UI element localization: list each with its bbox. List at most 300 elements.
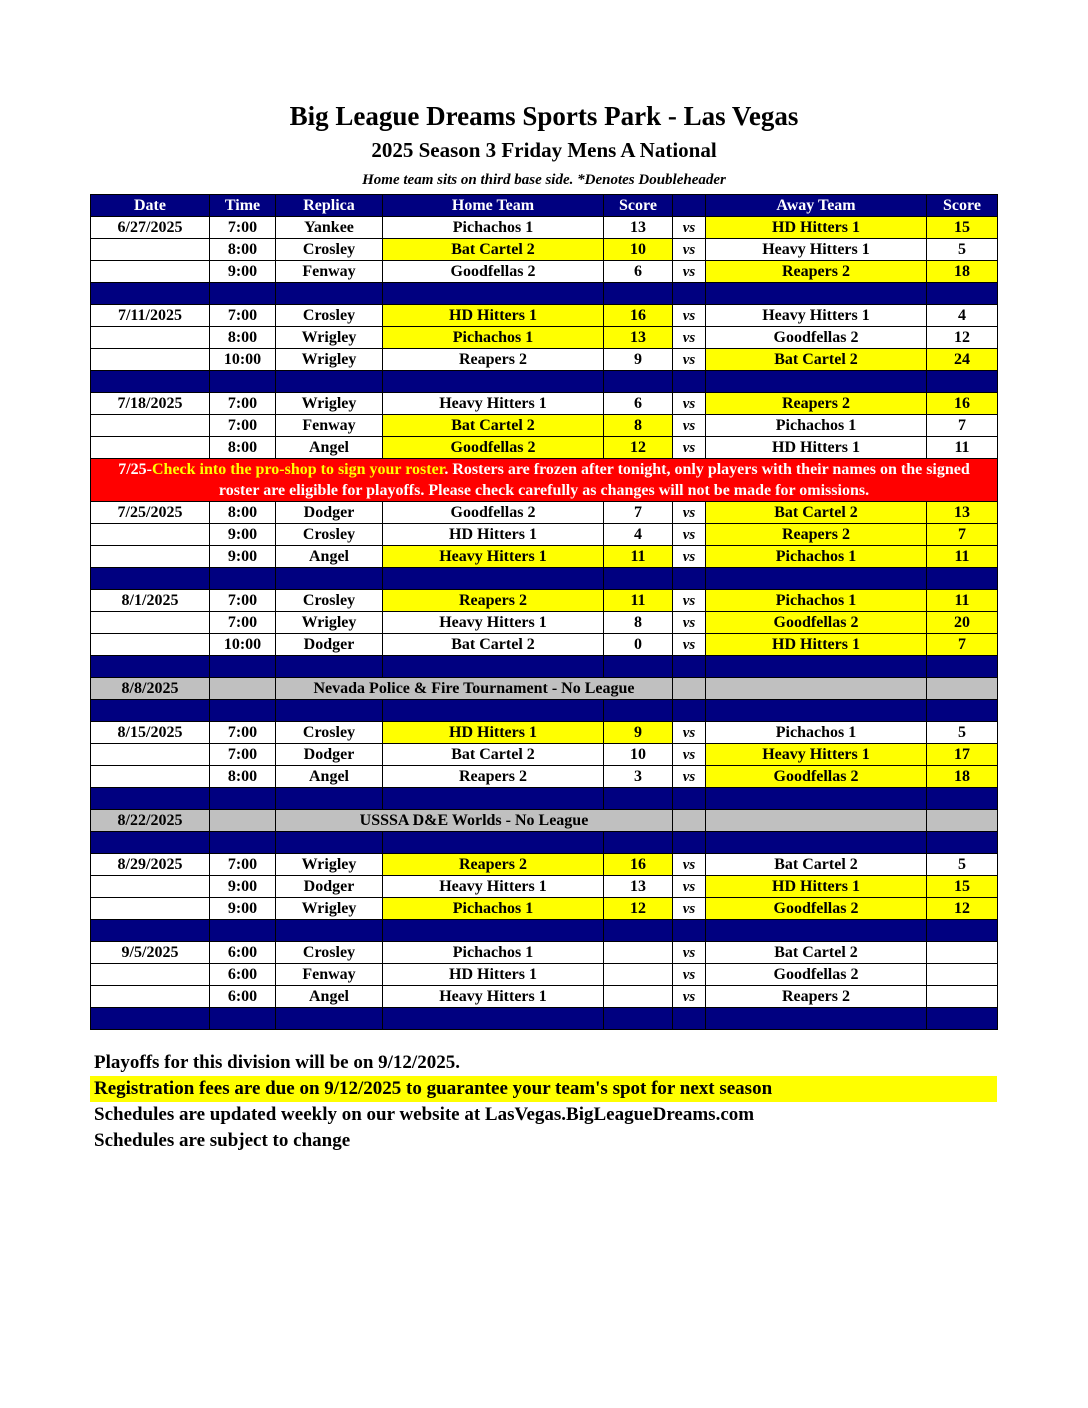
away-score: 5	[927, 239, 998, 261]
versus-label: vs	[673, 964, 706, 986]
game-time: 7:00	[210, 612, 276, 634]
game-time: 6:00	[210, 942, 276, 964]
game-replica: Dodger	[276, 502, 383, 524]
away-score: 12	[927, 898, 998, 920]
game-time: 8:00	[210, 766, 276, 788]
away-team: HD Hitters 1	[706, 217, 927, 239]
spacer-cell	[927, 283, 998, 305]
home-team: HD Hitters 1	[383, 305, 604, 327]
away-score	[927, 986, 998, 1008]
game-time: 7:00	[210, 722, 276, 744]
empty-cell	[210, 810, 276, 832]
home-team: Heavy Hitters 1	[383, 546, 604, 568]
game-date	[91, 261, 210, 283]
col-header-away-team: Away Team	[706, 195, 927, 217]
away-team: Bat Cartel 2	[706, 942, 927, 964]
game-replica: Crosley	[276, 942, 383, 964]
away-team: Bat Cartel 2	[706, 854, 927, 876]
versus-label: vs	[673, 898, 706, 920]
no-league-row	[91, 810, 998, 832]
game-row	[91, 590, 998, 612]
home-score: 7	[604, 502, 673, 524]
game-replica: Wrigley	[276, 898, 383, 920]
spacer-row	[91, 371, 998, 393]
away-team: Heavy Hitters 1	[706, 239, 927, 261]
spacer-cell	[210, 656, 276, 678]
spacer-cell	[927, 1008, 998, 1030]
away-team: Pichachos 1	[706, 546, 927, 568]
spacer-cell	[276, 371, 383, 393]
away-team: Pichachos 1	[706, 590, 927, 612]
game-replica: Fenway	[276, 415, 383, 437]
away-team: HD Hitters 1	[706, 876, 927, 898]
game-row	[91, 634, 998, 656]
game-date	[91, 437, 210, 459]
col-header-time: Time	[210, 195, 276, 217]
away-team: Bat Cartel 2	[706, 349, 927, 371]
home-score: 0	[604, 634, 673, 656]
game-row	[91, 722, 998, 744]
home-team: Heavy Hitters 1	[383, 986, 604, 1008]
away-team: Reapers 2	[706, 524, 927, 546]
spacer-cell	[673, 656, 706, 678]
spacer-cell	[673, 283, 706, 305]
away-team: Goodfellas 2	[706, 766, 927, 788]
spacer-row	[91, 920, 998, 942]
game-replica: Crosley	[276, 239, 383, 261]
col-header-date: Date	[91, 195, 210, 217]
game-date	[91, 239, 210, 261]
home-score: 9	[604, 349, 673, 371]
spacer-cell	[210, 920, 276, 942]
spacer-cell	[604, 371, 673, 393]
spacer-cell	[276, 656, 383, 678]
home-team: Heavy Hitters 1	[383, 876, 604, 898]
game-date: 8/8/2025	[91, 678, 210, 700]
versus-label: vs	[673, 349, 706, 371]
empty-cell	[673, 678, 706, 700]
notice-text: . Rosters are frozen after tonight, only players with their names on the signed roster are eligible for playoffs. Please check carefully as changes will not be made for omissions.	[218, 461, 970, 499]
away-score	[927, 964, 998, 986]
away-score	[927, 942, 998, 964]
spacer-cell	[210, 700, 276, 722]
game-replica: Yankee	[276, 217, 383, 239]
versus-label: vs	[673, 722, 706, 744]
home-team: Pichachos 1	[383, 327, 604, 349]
spacer-cell	[927, 656, 998, 678]
spacer-cell	[927, 700, 998, 722]
game-replica: Fenway	[276, 964, 383, 986]
away-score: 4	[927, 305, 998, 327]
game-row	[91, 437, 998, 459]
spacer-cell	[276, 700, 383, 722]
col-header-away-score: Score	[927, 195, 998, 217]
spacer-cell	[276, 920, 383, 942]
away-score: 16	[927, 393, 998, 415]
versus-label: vs	[673, 766, 706, 788]
home-team: Bat Cartel 2	[383, 239, 604, 261]
spacer-cell	[706, 371, 927, 393]
away-team: Pichachos 1	[706, 415, 927, 437]
game-replica: Wrigley	[276, 393, 383, 415]
away-team: Reapers 2	[706, 261, 927, 283]
col-header-replica: Replica	[276, 195, 383, 217]
game-date: 6/27/2025	[91, 217, 210, 239]
versus-label: vs	[673, 261, 706, 283]
empty-cell	[706, 678, 927, 700]
spacer-row	[91, 700, 998, 722]
home-team: Reapers 2	[383, 766, 604, 788]
game-date: 7/11/2025	[91, 305, 210, 327]
spacer-cell	[706, 700, 927, 722]
game-row	[91, 524, 998, 546]
game-date	[91, 524, 210, 546]
game-time: 6:00	[210, 986, 276, 1008]
game-time: 9:00	[210, 898, 276, 920]
game-replica: Angel	[276, 437, 383, 459]
home-score: 6	[604, 261, 673, 283]
game-row	[91, 327, 998, 349]
game-row	[91, 766, 998, 788]
home-team: Bat Cartel 2	[383, 415, 604, 437]
game-row	[91, 986, 998, 1008]
no-league-text: Nevada Police & Fire Tournament - No League	[276, 678, 673, 700]
home-team: Pichachos 1	[383, 217, 604, 239]
website-note: Schedules are updated weekly on our website at LasVegas.BigLeagueDreams.com	[94, 1104, 755, 1125]
game-replica: Dodger	[276, 876, 383, 898]
home-score: 12	[604, 898, 673, 920]
home-score: 11	[604, 546, 673, 568]
game-time: 7:00	[210, 744, 276, 766]
spacer-cell	[210, 832, 276, 854]
game-row	[91, 942, 998, 964]
spacer-cell	[210, 568, 276, 590]
spacer-cell	[706, 920, 927, 942]
home-team: Bat Cartel 2	[383, 634, 604, 656]
versus-label: vs	[673, 590, 706, 612]
home-score: 16	[604, 854, 673, 876]
registration-note: Registration fees are due on 9/12/2025 to guarantee your team's spot for next season	[90, 1076, 997, 1102]
spacer-cell	[706, 283, 927, 305]
versus-label: vs	[673, 393, 706, 415]
game-time: 8:00	[210, 502, 276, 524]
schedule-note: Home team sits on third base side. *Denotes Doubleheader	[362, 172, 726, 188]
game-date	[91, 986, 210, 1008]
versus-label: vs	[673, 502, 706, 524]
home-team: HD Hitters 1	[383, 964, 604, 986]
spacer-cell	[927, 371, 998, 393]
away-team: HD Hitters 1	[706, 437, 927, 459]
spacer-cell	[927, 568, 998, 590]
spacer-cell	[673, 788, 706, 810]
away-score: 11	[927, 437, 998, 459]
game-time: 7:00	[210, 305, 276, 327]
game-replica: Angel	[276, 986, 383, 1008]
away-score: 11	[927, 590, 998, 612]
roster-notice-row	[91, 459, 998, 502]
away-score: 12	[927, 327, 998, 349]
away-team: Goodfellas 2	[706, 898, 927, 920]
game-replica: Wrigley	[276, 854, 383, 876]
game-time: 10:00	[210, 349, 276, 371]
away-team: Pichachos 1	[706, 722, 927, 744]
game-row	[91, 964, 998, 986]
game-time: 9:00	[210, 524, 276, 546]
game-row	[91, 854, 998, 876]
away-score: 15	[927, 217, 998, 239]
page-subtitle: 2025 Season 3 Friday Mens A National	[371, 138, 717, 162]
spacer-cell	[383, 700, 604, 722]
empty-cell	[210, 678, 276, 700]
game-time: 7:00	[210, 217, 276, 239]
versus-label: vs	[673, 744, 706, 766]
away-score: 17	[927, 744, 998, 766]
game-date: 8/15/2025	[91, 722, 210, 744]
game-time: 9:00	[210, 546, 276, 568]
spacer-row	[91, 832, 998, 854]
versus-label: vs	[673, 986, 706, 1008]
spacer-cell	[604, 832, 673, 854]
game-date: 8/22/2025	[91, 810, 210, 832]
away-score: 18	[927, 261, 998, 283]
spacer-cell	[210, 283, 276, 305]
game-time: 8:00	[210, 239, 276, 261]
home-score: 11	[604, 590, 673, 612]
game-date	[91, 744, 210, 766]
home-team: Heavy Hitters 1	[383, 612, 604, 634]
home-score	[604, 986, 673, 1008]
spacer-cell	[91, 700, 210, 722]
spacer-cell	[383, 788, 604, 810]
game-replica: Angel	[276, 766, 383, 788]
game-date	[91, 546, 210, 568]
col-header-home-team: Home Team	[383, 195, 604, 217]
away-team: Goodfellas 2	[706, 612, 927, 634]
home-team: Goodfellas 2	[383, 502, 604, 524]
home-team: Reapers 2	[383, 854, 604, 876]
page-title: Big League Dreams Sports Park - Las Vegas	[289, 101, 799, 131]
versus-label: vs	[673, 415, 706, 437]
game-row	[91, 898, 998, 920]
spacer-row	[91, 1008, 998, 1030]
spacer-cell	[276, 788, 383, 810]
away-score: 11	[927, 546, 998, 568]
spacer-cell	[927, 788, 998, 810]
away-score: 13	[927, 502, 998, 524]
spacer-cell	[604, 568, 673, 590]
empty-cell	[706, 810, 927, 832]
home-score: 12	[604, 437, 673, 459]
spacer-cell	[383, 832, 604, 854]
home-team: Pichachos 1	[383, 898, 604, 920]
game-row	[91, 415, 998, 437]
spacer-cell	[604, 656, 673, 678]
game-row	[91, 876, 998, 898]
spacer-cell	[604, 1008, 673, 1030]
spacer-row	[91, 788, 998, 810]
home-team: Reapers 2	[383, 590, 604, 612]
notice-date: 7/25-	[118, 461, 152, 478]
game-time: 8:00	[210, 437, 276, 459]
versus-label: vs	[673, 942, 706, 964]
game-replica: Wrigley	[276, 327, 383, 349]
spacer-cell	[673, 371, 706, 393]
home-team: Bat Cartel 2	[383, 744, 604, 766]
home-score	[604, 964, 673, 986]
versus-label: vs	[673, 634, 706, 656]
away-team: Reapers 2	[706, 393, 927, 415]
empty-cell	[927, 678, 998, 700]
game-date	[91, 876, 210, 898]
game-time: 7:00	[210, 854, 276, 876]
game-row	[91, 744, 998, 766]
game-time: 6:00	[210, 964, 276, 986]
away-score: 5	[927, 722, 998, 744]
versus-label: vs	[673, 239, 706, 261]
away-team: HD Hitters 1	[706, 634, 927, 656]
game-replica: Crosley	[276, 590, 383, 612]
no-league-row	[91, 678, 998, 700]
spacer-cell	[91, 920, 210, 942]
versus-label: vs	[673, 612, 706, 634]
game-replica: Wrigley	[276, 349, 383, 371]
spacer-cell	[276, 568, 383, 590]
game-replica: Crosley	[276, 305, 383, 327]
home-score: 8	[604, 612, 673, 634]
game-row	[91, 261, 998, 283]
spacer-cell	[210, 371, 276, 393]
home-score: 10	[604, 239, 673, 261]
versus-label: vs	[673, 524, 706, 546]
home-score: 3	[604, 766, 673, 788]
spacer-cell	[276, 283, 383, 305]
spacer-cell	[276, 832, 383, 854]
game-time: 9:00	[210, 261, 276, 283]
game-date	[91, 612, 210, 634]
spacer-cell	[604, 920, 673, 942]
game-date	[91, 327, 210, 349]
versus-label: vs	[673, 854, 706, 876]
game-row	[91, 393, 998, 415]
versus-label: vs	[673, 437, 706, 459]
game-row	[91, 502, 998, 524]
versus-label: vs	[673, 305, 706, 327]
home-team: Reapers 2	[383, 349, 604, 371]
away-team: Heavy Hitters 1	[706, 305, 927, 327]
spacer-cell	[604, 283, 673, 305]
spacer-cell	[673, 700, 706, 722]
game-date	[91, 964, 210, 986]
game-date	[91, 349, 210, 371]
away-score: 5	[927, 854, 998, 876]
spacer-cell	[383, 1008, 604, 1030]
game-date	[91, 415, 210, 437]
col-header-home-score: Score	[604, 195, 673, 217]
empty-cell	[673, 810, 706, 832]
spacer-cell	[706, 568, 927, 590]
home-team: HD Hitters 1	[383, 524, 604, 546]
away-score: 15	[927, 876, 998, 898]
away-score: 20	[927, 612, 998, 634]
spacer-cell	[91, 283, 210, 305]
home-score: 13	[604, 327, 673, 349]
spacer-row	[91, 656, 998, 678]
game-replica: Dodger	[276, 744, 383, 766]
away-score: 7	[927, 524, 998, 546]
game-date	[91, 634, 210, 656]
home-score: 10	[604, 744, 673, 766]
game-replica: Angel	[276, 546, 383, 568]
away-team: Goodfellas 2	[706, 964, 927, 986]
game-date: 7/18/2025	[91, 393, 210, 415]
game-time: 10:00	[210, 634, 276, 656]
away-score: 24	[927, 349, 998, 371]
away-team: Reapers 2	[706, 986, 927, 1008]
game-time: 7:00	[210, 590, 276, 612]
game-replica: Dodger	[276, 634, 383, 656]
game-replica: Wrigley	[276, 612, 383, 634]
spacer-cell	[604, 788, 673, 810]
spacer-cell	[91, 832, 210, 854]
spacer-cell	[383, 283, 604, 305]
spacer-cell	[91, 788, 210, 810]
col-header-vs	[673, 195, 706, 217]
game-replica: Fenway	[276, 261, 383, 283]
spacer-cell	[383, 656, 604, 678]
home-team: Goodfellas 2	[383, 261, 604, 283]
home-team: Heavy Hitters 1	[383, 393, 604, 415]
schedule-body	[91, 217, 998, 1030]
spacer-cell	[927, 832, 998, 854]
game-row	[91, 305, 998, 327]
no-league-text: USSSA D&E Worlds - No League	[276, 810, 673, 832]
spacer-cell	[91, 568, 210, 590]
versus-label: vs	[673, 327, 706, 349]
playoffs-note: Playoffs for this division will be on 9/12/2025.	[94, 1052, 460, 1073]
spacer-cell	[383, 371, 604, 393]
spacer-row	[91, 568, 998, 590]
spacer-cell	[276, 1008, 383, 1030]
spacer-cell	[91, 371, 210, 393]
spacer-cell	[91, 1008, 210, 1030]
game-replica: Crosley	[276, 524, 383, 546]
spacer-cell	[673, 920, 706, 942]
table-header-row	[91, 195, 998, 217]
spacer-cell	[210, 1008, 276, 1030]
spacer-cell	[383, 920, 604, 942]
home-score: 4	[604, 524, 673, 546]
spacer-cell	[706, 788, 927, 810]
home-team: Goodfellas 2	[383, 437, 604, 459]
game-replica: Crosley	[276, 722, 383, 744]
game-row	[91, 546, 998, 568]
home-score: 16	[604, 305, 673, 327]
roster-notice	[91, 459, 998, 502]
game-row	[91, 612, 998, 634]
game-date: 8/29/2025	[91, 854, 210, 876]
game-time: 8:00	[210, 327, 276, 349]
home-team: HD Hitters 1	[383, 722, 604, 744]
game-date: 8/1/2025	[91, 590, 210, 612]
away-team: Heavy Hitters 1	[706, 744, 927, 766]
empty-cell	[927, 810, 998, 832]
spacer-cell	[706, 832, 927, 854]
spacer-cell	[673, 832, 706, 854]
spacer-cell	[210, 788, 276, 810]
away-score: 7	[927, 415, 998, 437]
spacer-cell	[91, 656, 210, 678]
game-date: 7/25/2025	[91, 502, 210, 524]
